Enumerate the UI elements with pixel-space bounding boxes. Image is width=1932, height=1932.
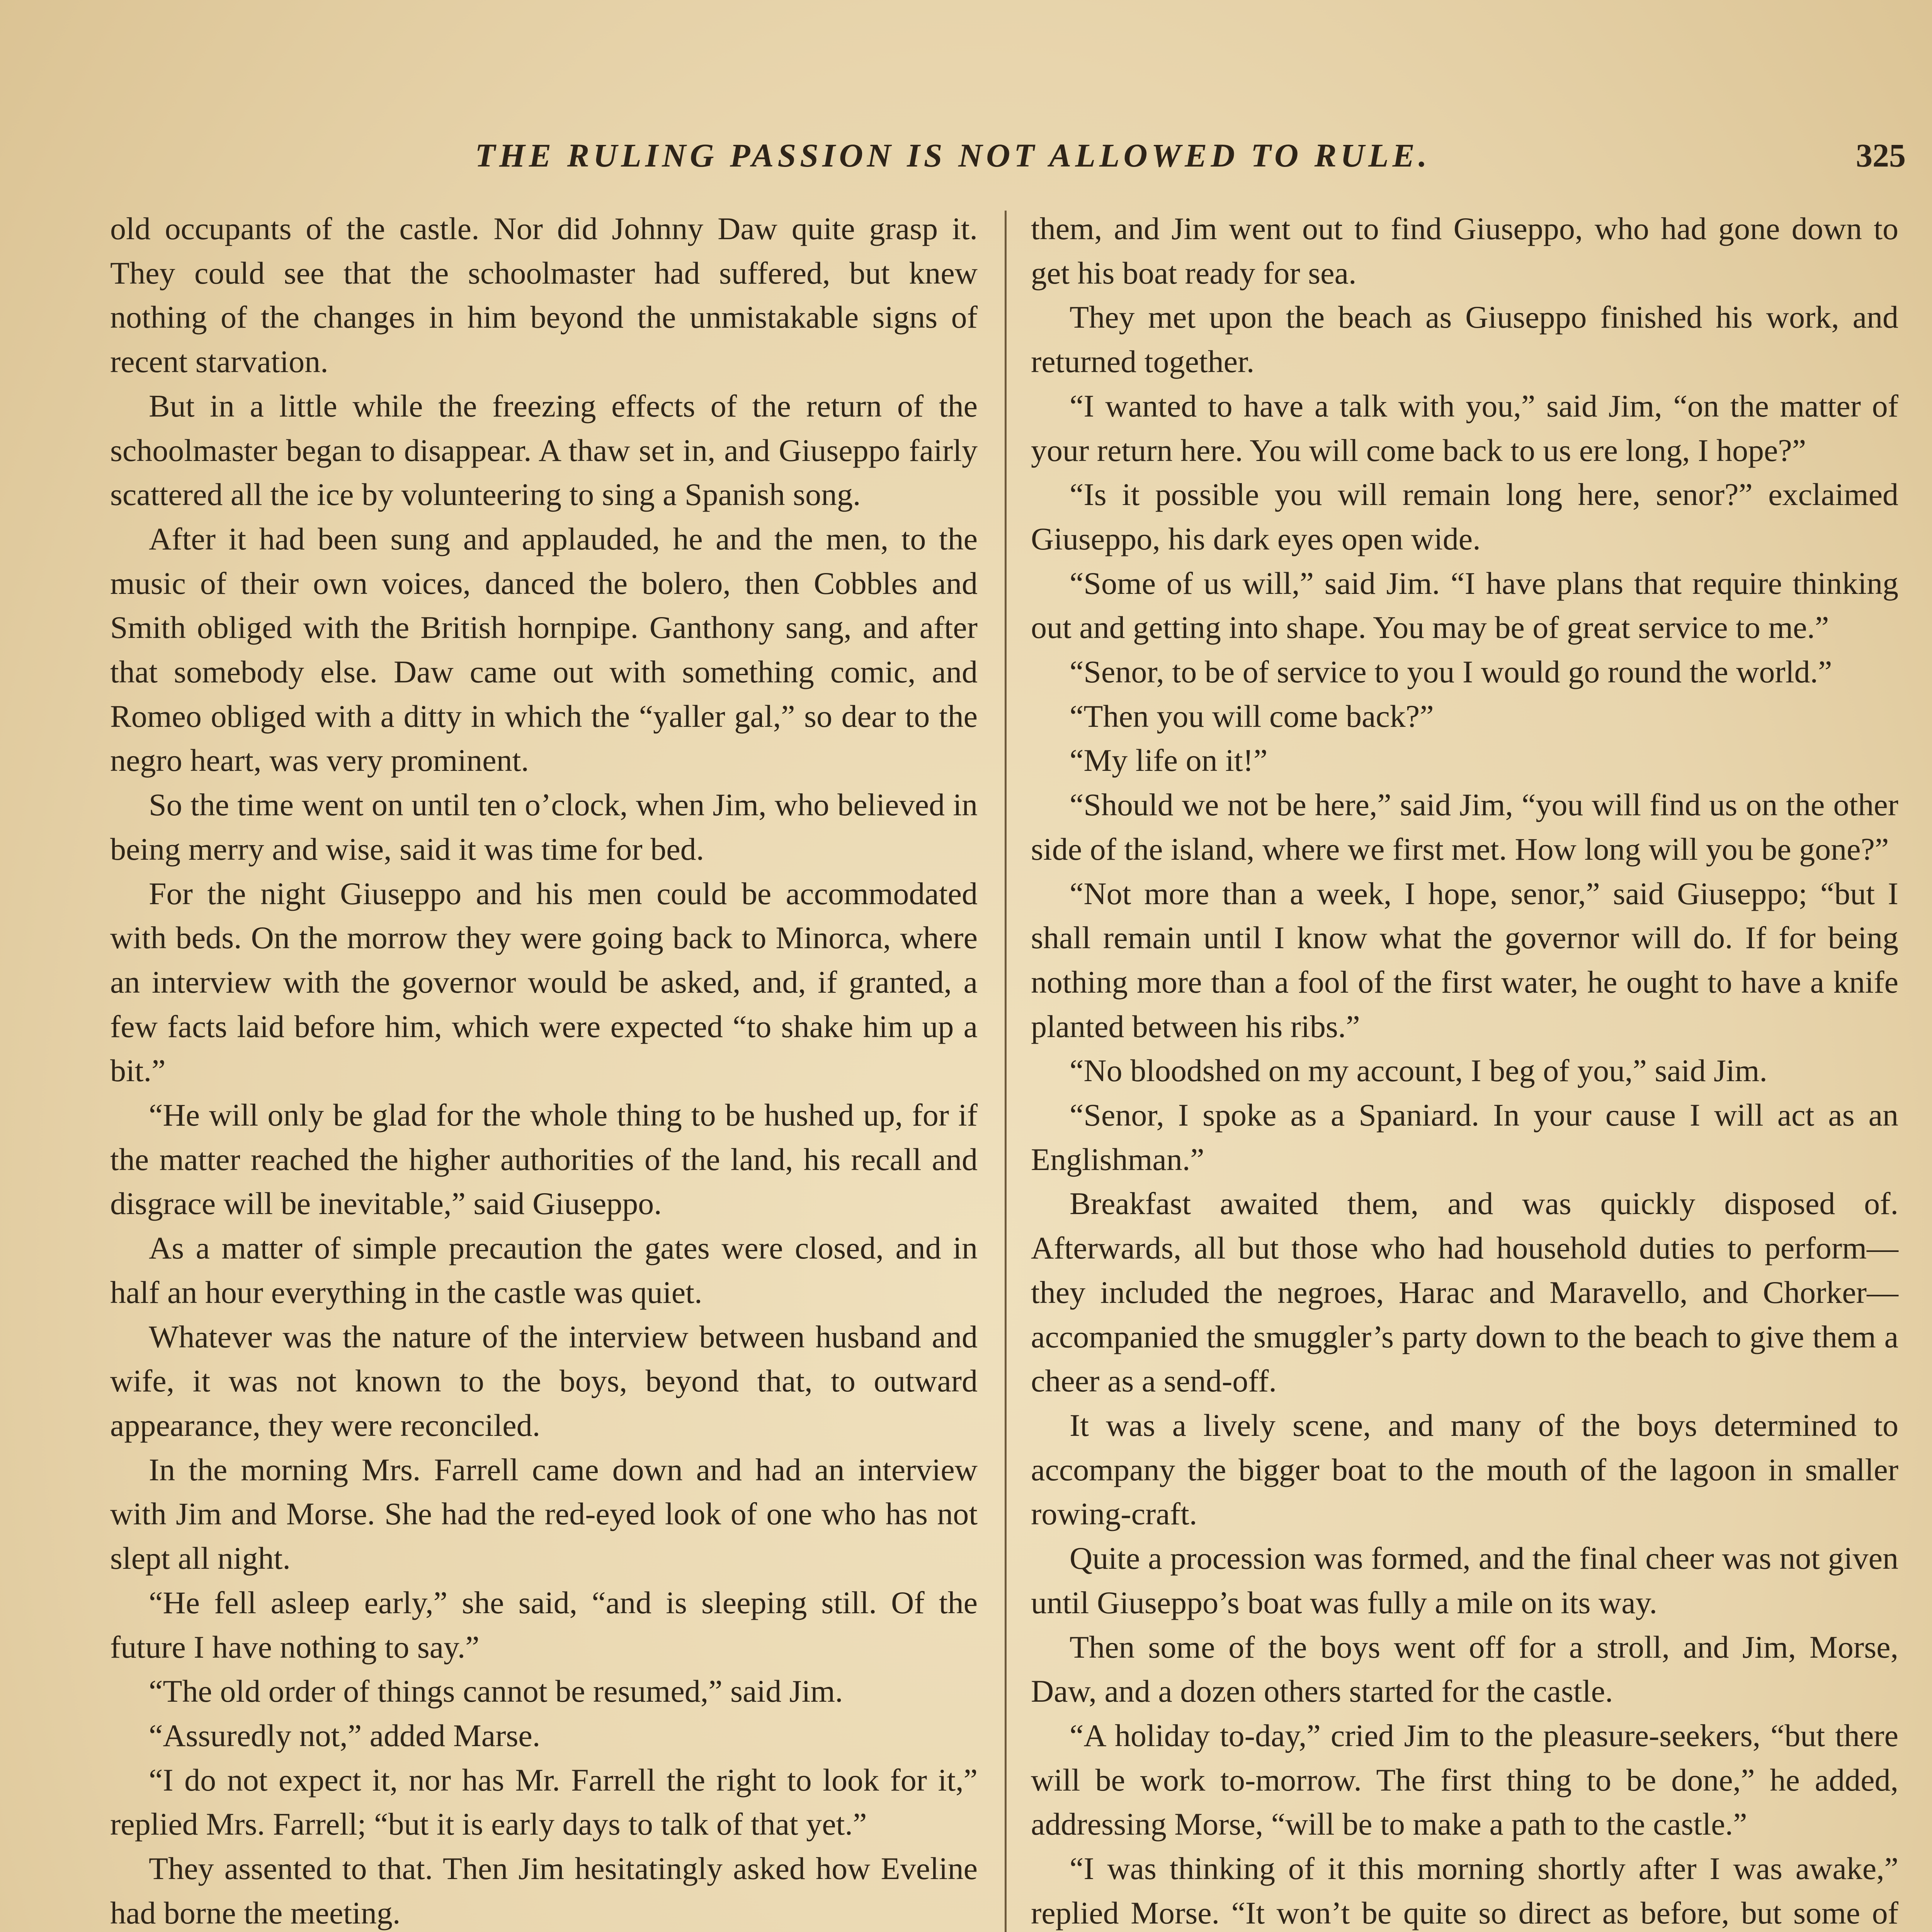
paragraph: “Then you will come back?”	[1070, 698, 1434, 734]
paragraph: “Senor, to be of service to you I would go round the world.”	[1070, 654, 1832, 690]
paragraph: “Should we not be here,” said Jim, “you will find us on the other side of the island, where we first met. How long will you be gone?”	[1031, 787, 1898, 867]
paragraph: old occupants of the castle. Nor did Johnny Daw quite grasp it. They could see that the schoolmaster had suffered, but knew nothing of the changes in him beyond the unmistakable signs of recent starvation.	[110, 211, 978, 379]
paragraph: After it had been sung and applauded, he and the men, to the music of their own voices, danced the bolero, then Cobbles and Smith obliged with the British hornpipe. Ganthony sang, and after that somebody else. Daw came out with something comic, and Romeo obliged with a ditty in which the “yaller gal,” so dear to the negro heart, was very prominent.	[110, 521, 978, 778]
paragraph: In the morning Mrs. Farrell came down and had an interview with Jim and Morse. She had the red-eyed look of one who has not slept all night.	[110, 1452, 978, 1576]
paragraph: “Assuredly not,” added Marse.	[149, 1718, 541, 1753]
paragraph: They assented to that. Then Jim hesitatingly asked how Eveline had borne the meeting.	[110, 1851, 978, 1930]
paragraph: Breakfast awaited them, and was quickly disposed of. Afterwards, all but those who had household duties to perform—they included the negroes, Harac and Maravello, and Chorker—accompanied the smuggler’s party down to the beach to give them a cheer as a send-off.	[1031, 1186, 1898, 1399]
page-header	[108, 136, 1906, 179]
paragraph: As a matter of simple precaution the gates were closed, and in half an hour everything in the castle was quiet.	[110, 1230, 978, 1310]
paragraph: “He will only be glad for the whole thing to be hushed up, for if the matter reached the higher authorities of the land, his recall and disgrace will be inevitable,” said Giuseppo.	[110, 1097, 978, 1221]
page-number: 325	[1856, 137, 1906, 174]
paragraph: But in a little while the freezing effects of the return of the schoolmaster began to disappear. A thaw set in, and Giuseppo fairly scattered all the ice by volunteering to sing a Spanish song.	[110, 388, 978, 512]
paragraph: “Is it possible you will remain long here, senor?” exclaimed Giuseppo, his dark eyes open wide.	[1031, 477, 1898, 556]
paragraph: They met upon the beach as Giuseppo finished his work, and returned together.	[1031, 299, 1898, 379]
paragraph: “I do not expect it, nor has Mr. Farrell the right to look for it,” replied Mrs. Farrell; “but it is early days to talk of that yet.”	[110, 1762, 978, 1842]
paragraph: “No bloodshed on my account, I beg of you,” said Jim.	[1070, 1053, 1767, 1088]
paragraph: “My life on it!”	[1070, 743, 1268, 778]
running-head: THE RULING PASSION IS NOT ALLOWED TO RULE.	[475, 137, 1431, 174]
paragraph: “I wanted to have a talk with you,” said Jim, “on the matter of your return here. You will come back to us ere long, I hope?”	[1031, 388, 1898, 468]
paragraph: Quite a procession was formed, and the final cheer was not given until Giuseppo’s boat was fully a mile on its way.	[1031, 1541, 1898, 1620]
paragraph: “Senor, I spoke as a Spaniard. In your cause I will act as an Englishman.”	[1031, 1097, 1898, 1177]
paragraph: Then some of the boys went off for a stroll, and Jim, Morse, Daw, and a dozen others started for the castle.	[1031, 1629, 1898, 1709]
column-divider	[1005, 211, 1007, 1932]
paragraph: “Not more than a week, I hope, senor,” said Giuseppo; “but I shall remain until I know what the governor will do. If for being nothing more than a fool of the first water, he ought to have a knife planted between his ribs.”	[1031, 876, 1898, 1044]
paragraph: It was a lively scene, and many of the boys determined to accompany the bigger boat to the mouth of the lagoon in smaller rowing-craft.	[1031, 1407, 1898, 1532]
paragraph: “The old order of things cannot be resumed,” said Jim.	[149, 1673, 843, 1709]
paragraph: “I was thinking of it this morning shortly after I was awake,” replied Morse. “It won’t be quite so direct as before, but some of	[1031, 1851, 1898, 1930]
right-column	[1031, 207, 1898, 1932]
left-column	[110, 207, 978, 1932]
paragraph: Whatever was the nature of the interview between husband and wife, it was not known to the boys, beyond that, to outward appearance, they were reconciled.	[110, 1319, 978, 1443]
paragraph: them, and Jim went out to find Giuseppo, who had gone down to get his boat ready for sea.	[1031, 211, 1898, 291]
paragraph: “A holiday to-day,” cried Jim to the pleasure-seekers, “but there will be work to-morrow. The first thing to be done,” he added, addressing Morse, “will be to make a path to the castle.”	[1031, 1718, 1898, 1842]
paragraph: So the time went on until ten o’clock, when Jim, who believed in being merry and wise, said it was time for bed.	[110, 787, 978, 867]
paragraph: “Some of us will,” said Jim. “I have plans that require thinking out and getting into shape. You may be of great service to me.”	[1031, 565, 1898, 645]
paragraph: “He fell asleep early,” she said, “and is sleeping still. Of the future I have nothing to say.”	[110, 1585, 978, 1665]
paragraph: For the night Giuseppo and his men could be accommodated with beds. On the morrow they were going back to Minorca, where an interview with the governor would be asked, and, if granted, a few facts laid before him, which were expected “to shake him up a bit.”	[110, 876, 978, 1088]
